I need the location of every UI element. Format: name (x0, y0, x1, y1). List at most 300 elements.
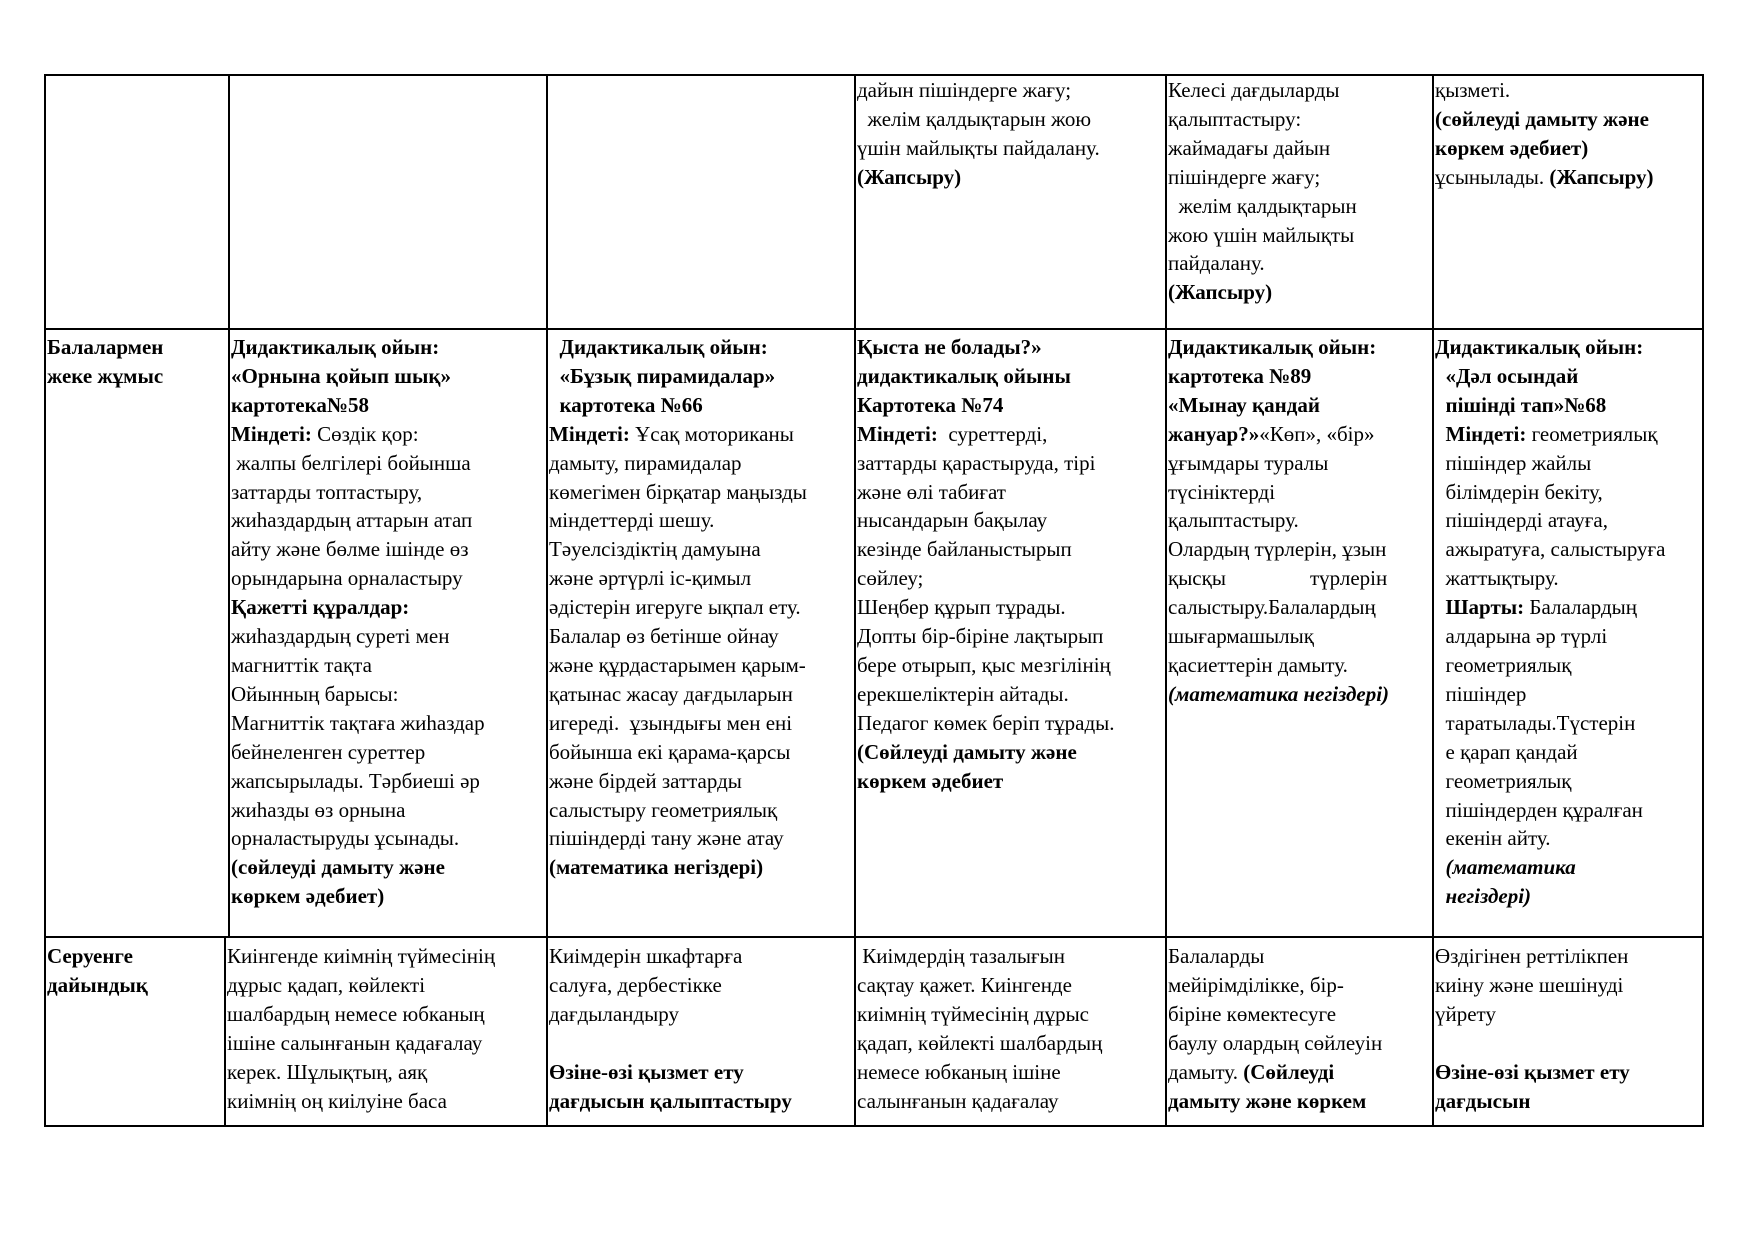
cell-line (857, 535, 1115, 564)
cell-line (227, 942, 495, 971)
col-divider-2 (546, 74, 548, 1127)
cell-line (549, 362, 807, 391)
cell-line (549, 709, 807, 738)
body-text: салыстыру геометриялық (549, 797, 778, 822)
emphasis-text: «Орнына қойып шық» (231, 363, 452, 388)
body-text: жиһазды өз орнына (231, 797, 406, 822)
cell-line (1168, 593, 1389, 622)
cell-line (857, 622, 1115, 651)
body-text: дамыту. (1168, 1059, 1244, 1084)
cell-line (231, 738, 485, 767)
body-text: алдарына әр түрлі (1435, 624, 1608, 649)
cell-line (231, 622, 485, 651)
body-text: Шеңбер құрып тұрады. (857, 595, 1066, 620)
cell-r0-c4 (1168, 76, 1357, 307)
cell-line (231, 593, 485, 622)
cell-r1-c5 (1435, 333, 1666, 911)
body-text: үйрету (1435, 1001, 1496, 1026)
emphasis-text: дидактикалық ойыны (857, 363, 1071, 388)
body-text: Киімдердің тазалығын (857, 944, 1065, 968)
cell-line (857, 680, 1115, 709)
cell-line (231, 767, 485, 796)
emphasis-text: (Жапсыру) (1168, 280, 1273, 305)
body-text: Киінгенде киімнің түймесінің (227, 944, 496, 968)
body-text: қатынас жасау дағдыларын (549, 681, 793, 706)
emphasis-text: пішінді тап»№68 (1435, 392, 1607, 417)
body-text: бере отырып, қыс мезгілінің (857, 652, 1111, 677)
cell-line (1168, 1000, 1382, 1029)
body-text: Ұсақ моториканы (629, 421, 794, 446)
body-text: әдістерін игеруге ықпал ету. (549, 595, 801, 620)
cell-line (857, 449, 1115, 478)
cell-line (1168, 680, 1389, 709)
emphasis-text: (Жапсыру) (1549, 164, 1654, 189)
cell-line (857, 506, 1115, 535)
body-text: таратылады.Түстерін (1435, 710, 1636, 735)
body-text: пайдалану. (1168, 251, 1265, 276)
body-text: салынғанын қадағалау (857, 1088, 1059, 1113)
body-text: шығармашылық (1168, 624, 1314, 649)
emphasis-text: Дидактикалық ойын: (549, 335, 768, 359)
body-text (1435, 1031, 1440, 1055)
body-text: қалыптастыру: (1168, 106, 1302, 131)
row-label-line: Балалармен (47, 335, 164, 359)
cell-line (1168, 971, 1382, 1000)
emphasis-text: (сөйлеуді дамыту және (231, 855, 445, 880)
emphasis-text: Міндеті: (1445, 421, 1527, 446)
cell-line (857, 105, 1100, 134)
body-text: суреттерді, (937, 421, 1048, 446)
cell-line (857, 420, 1115, 449)
cell-line (857, 651, 1115, 680)
emphasis-text: Шарты: (1445, 595, 1525, 620)
cell-line (1168, 651, 1389, 680)
body-text: немесе юбканың ішіне (857, 1059, 1061, 1084)
cell-line (231, 564, 485, 593)
table-border-bottom (44, 1125, 1704, 1127)
cell-line (549, 333, 807, 362)
cell-line (1435, 942, 1630, 971)
body-text: қадап, көйлекті шалбардың (857, 1030, 1103, 1055)
body-text: Допты бір-біріне лақтырып (857, 624, 1104, 649)
cell-line (1168, 449, 1389, 478)
cell-line (231, 796, 485, 825)
cell-line (1435, 651, 1666, 680)
emphasis-text: Қыста не болады?» (857, 335, 1042, 359)
emphasis-text: жануар?» (1168, 421, 1260, 446)
cell-r1-c1 (231, 333, 485, 911)
cell-line (1168, 1058, 1382, 1087)
cell-line (227, 1087, 495, 1116)
cell-line (1435, 680, 1666, 709)
body-text: пішіндерге жағу; (1168, 164, 1321, 189)
cell-line (857, 709, 1115, 738)
cell-line (1435, 134, 1654, 163)
cell-line (1168, 942, 1382, 971)
cell-line (1435, 506, 1666, 535)
body-text: Балалар өз бетінше ойнау (549, 624, 779, 649)
cell-line (1435, 882, 1666, 911)
cell-r0-c5 (1435, 76, 1654, 192)
body-text: Балалардың (1524, 595, 1638, 620)
cell-line (1168, 622, 1389, 651)
cell-line (1435, 449, 1666, 478)
row-label-line: жеке жұмыс (47, 363, 164, 388)
body-text: екенін айту. (1435, 826, 1551, 851)
cell-line (549, 564, 807, 593)
cell-r2-c4 (1168, 942, 1382, 1115)
emphasis-text: Өзіне-өзі қызмет ету (549, 1059, 744, 1084)
cell-line (549, 478, 807, 507)
emphasis-text: (Сөйлеуді (1243, 1059, 1335, 1084)
cell-line (857, 391, 1115, 420)
cell-line (1168, 163, 1357, 192)
col-divider-1 (228, 74, 230, 936)
body-text: геометриялық (1435, 652, 1572, 677)
cell-line (1168, 134, 1357, 163)
emphasis-text: (математика негіздері) (549, 855, 764, 880)
row-label-line: дайындық (47, 972, 148, 997)
body-text (549, 1031, 554, 1055)
cell-line (1168, 564, 1389, 593)
cell-line (231, 506, 485, 535)
body-text: салыстыру.Балалардың (1168, 595, 1376, 620)
cell-line (1168, 391, 1389, 420)
table-border-left (44, 74, 46, 1127)
cell-line (1435, 1087, 1630, 1116)
emphasis-text: дағдысын қалыптастыру (549, 1088, 792, 1113)
body-text: ұсынылады. (1435, 164, 1550, 189)
cell-line (231, 391, 485, 420)
emphasis-text: Дидактикалық ойын: (1435, 335, 1644, 359)
cell-line (549, 651, 807, 680)
body-text: ажыратуға, салыстыруға (1435, 537, 1666, 562)
body-text: Педагог көмек беріп тұрады. (857, 710, 1115, 735)
body-text: пішіндерден құралған (1435, 797, 1643, 822)
emphasis-text: Міндеті: (549, 421, 630, 446)
cell-line (1435, 824, 1666, 853)
cell-line (1435, 76, 1654, 105)
cell-line (549, 449, 807, 478)
emphasis-text: (математика негіздері) (1168, 681, 1390, 706)
cell-line (549, 391, 807, 420)
emphasis-text: көркем әдебиет) (231, 884, 385, 909)
col-divider-1b (224, 936, 226, 1127)
col-divider-4 (1165, 74, 1167, 1127)
row-divider-2 (44, 936, 1704, 938)
body-text: геометриялық (1526, 421, 1658, 446)
body-text: шалбардың немесе юбканың (227, 1001, 485, 1026)
cell-line (1168, 105, 1357, 134)
cell-line (857, 564, 1115, 593)
body-text (1435, 595, 1446, 619)
body-text: жиһаздардың суреті мен (231, 624, 450, 649)
cell-line (231, 651, 485, 680)
cell-line (1435, 622, 1666, 651)
cell-r2-c2 (549, 942, 792, 1115)
cell-line (549, 796, 807, 825)
body-text: жиһаздардың аттарын атап (231, 508, 473, 533)
body-text: қалыптастыру. (1168, 508, 1299, 533)
body-text: жапсырылады. Тәрбиеші әр (231, 768, 480, 793)
body-text: игереді. ұзындығы мен ені (549, 710, 793, 735)
emphasis-text: картотека№58 (231, 392, 369, 417)
cell-line (857, 942, 1102, 971)
cell-line (1168, 76, 1357, 105)
cell-line (1168, 362, 1389, 391)
cell-line (1435, 362, 1666, 391)
cell-line (231, 449, 485, 478)
cell-line (857, 478, 1115, 507)
emphasis-text: картотека №89 (1168, 363, 1312, 388)
body-text: дұрыс қадап, көйлекті (227, 972, 426, 997)
emphasis-text: Өзіне-өзі қызмет ету (1435, 1059, 1630, 1084)
body-text: айту және бөлме ішінде өз (231, 537, 469, 562)
cell-line (1435, 333, 1666, 362)
body-text: желім қалдықтарын (1168, 193, 1357, 218)
emphasis-text: Картотека №74 (857, 392, 1004, 417)
cell-line (857, 1058, 1102, 1087)
body-text: геометриялық (1435, 768, 1572, 793)
body-text: сөйлеу; (857, 566, 924, 591)
cell-line (1168, 192, 1357, 221)
emphasis-text: негіздері) (1435, 884, 1532, 909)
cell-line (227, 971, 495, 1000)
body-text: және құрдастарымен қарым- (549, 652, 806, 677)
emphasis-text: Міндеті: (231, 421, 312, 446)
body-text: сақтау қажет. Киінгенде (857, 972, 1072, 997)
body-text: жаттықтыру. (1435, 566, 1559, 591)
emphasis-text: көркем әдебиет (857, 768, 1004, 793)
cell-line (1435, 1058, 1630, 1087)
cell-line (857, 1087, 1102, 1116)
cell-line (1435, 853, 1666, 882)
cell-line (549, 1087, 792, 1116)
emphasis-text: дамыту және көркем (1168, 1088, 1367, 1113)
cell-r0-c3 (857, 76, 1100, 192)
body-text: Магниттік тақтаға жиһаздар (231, 710, 485, 735)
body-text: Киімдерін шкафтарға (549, 944, 743, 968)
cell-line (857, 163, 1100, 192)
cell-line (1435, 971, 1630, 1000)
cell-line (1435, 709, 1666, 738)
body-text: Балаларды (1168, 944, 1265, 968)
cell-line (1168, 506, 1389, 535)
cell-line (227, 1058, 495, 1087)
cell-r1-c2 (549, 333, 807, 882)
body-text: және өлі табиғат (857, 479, 1006, 504)
emphasis-text: «Дәл осындай (1435, 363, 1579, 388)
emphasis-text: (Сөйлеуді дамыту және (857, 739, 1077, 764)
body-text: киіну және шешінуді (1435, 972, 1624, 997)
table-border-right (1702, 74, 1704, 1127)
body-text: жою үшін майлықты (1168, 222, 1355, 247)
cell-line (857, 76, 1100, 105)
cell-line (549, 1029, 792, 1058)
cell-line (1435, 391, 1666, 420)
cell-line (857, 738, 1115, 767)
cell-line (231, 709, 485, 738)
cell-r2-c1 (227, 942, 495, 1115)
body-text: қызметі. (1435, 78, 1511, 102)
cell-line (549, 1058, 792, 1087)
cell-line (227, 1029, 495, 1058)
body-text: және әртүрлі іс-қимыл (549, 566, 752, 591)
body-text: білімдерін бекіту, (1435, 479, 1603, 504)
body-text: Олардың түрлерін, ұзын (1168, 537, 1387, 562)
body-text: міндеттерді шешу. (549, 508, 715, 533)
body-text: дамыту, пирамидалар (549, 450, 742, 475)
body-text: кезінде байланыстырып (857, 537, 1072, 562)
cell-line (1168, 420, 1389, 449)
body-text: дайын пішіндерге жағу; (857, 78, 1072, 102)
body-text: пішіндер (1435, 681, 1527, 706)
body-text: дағдыландыру (549, 1001, 679, 1026)
emphasis-text: «Бұзық пирамидалар» (549, 363, 776, 388)
cell-line (857, 1000, 1102, 1029)
cell-line (549, 535, 807, 564)
body-text: керек. Шұлықтың, аяқ (227, 1059, 428, 1084)
emphasis-text: (математика (1435, 855, 1576, 880)
body-text: бейнеленген суреттер (231, 739, 426, 764)
cell-line (231, 882, 485, 911)
body-text: орналастыруды ұсынады. (231, 826, 460, 851)
cell-line (1435, 796, 1666, 825)
cell-line (1168, 333, 1389, 362)
cell-line (549, 506, 807, 535)
cell-line (549, 593, 807, 622)
cell-line (1435, 420, 1666, 449)
cell-line (231, 680, 485, 709)
body-text: «Көп», «бір» (1259, 421, 1375, 446)
cell-line (857, 362, 1115, 391)
cell-line (857, 333, 1115, 362)
body-text: пішіндерді атауға, (1435, 508, 1608, 533)
cell-line (231, 824, 485, 853)
cell-line (1168, 249, 1357, 278)
cell-line (1435, 767, 1666, 796)
cell-line (549, 420, 807, 449)
body-text: Тәуелсіздіктің дамуына (549, 537, 761, 562)
cell-line (1435, 105, 1654, 134)
body-text: жалпы белгілері бойынша (231, 450, 471, 475)
emphasis-text: Дидактикалық ойын: (231, 335, 440, 359)
cell-r1-label (47, 333, 163, 391)
cell-line (857, 134, 1100, 163)
cell-line (1435, 1029, 1630, 1058)
emphasis-text: дағдысын (1435, 1088, 1531, 1113)
body-text: киімнің оң киілуіне баса (227, 1088, 447, 1113)
cell-line (1168, 478, 1389, 507)
row-label-line: Серуенге (47, 944, 133, 968)
cell-line (231, 535, 485, 564)
body-text: заттарды топтастыру, (231, 479, 423, 504)
cell-r2-c3 (857, 942, 1102, 1115)
body-text: қысқы түрлерін (1168, 566, 1388, 591)
cell-line (231, 333, 485, 362)
cell-line (231, 420, 485, 449)
cell-line (549, 1000, 792, 1029)
body-text: Келесі дағдыларды (1168, 78, 1340, 102)
body-text: түсініктерді (1168, 479, 1276, 504)
body-text: баулу олардың сөйлеуін (1168, 1030, 1383, 1055)
cell-line (1168, 535, 1389, 564)
body-text: орындарына орналастыру (231, 566, 463, 591)
cell-line (1435, 163, 1654, 192)
cell-line (549, 680, 807, 709)
body-text: біріне көмектесуге (1168, 1001, 1337, 1026)
emphasis-text: Қажетті құралдар: (231, 595, 410, 620)
cell-line (1435, 593, 1666, 622)
cell-line (1168, 278, 1357, 307)
cell-line (231, 362, 485, 391)
body-text: салуға, дербестікке (549, 972, 722, 997)
body-text (1435, 422, 1446, 446)
cell-line (549, 622, 807, 651)
body-text: Сөздік қор: (311, 421, 419, 446)
body-text: киімнің түймесінің дұрыс (857, 1001, 1090, 1026)
cell-r2-label (47, 942, 148, 1000)
body-text: магниттік тақта (231, 652, 372, 677)
cell-line (857, 971, 1102, 1000)
emphasis-text: Дидактикалық ойын: (1168, 335, 1377, 359)
body-text: ішіне салынғанын қадағалау (227, 1030, 483, 1055)
cell-line (1435, 564, 1666, 593)
body-text: және бірдей заттарды (549, 768, 742, 793)
emphasis-text: Міндеті: (857, 421, 938, 446)
cell-line (857, 593, 1115, 622)
cell-line (549, 853, 807, 882)
body-text: нысандарын бақылау (857, 508, 1048, 533)
body-text: көмегімен бірқатар маңызды (549, 479, 807, 504)
cell-r1-c4 (1168, 333, 1389, 709)
emphasis-text: көркем әдебиет) (1435, 135, 1589, 160)
cell-line (1168, 1029, 1382, 1058)
col-divider-5 (1432, 74, 1434, 1127)
cell-line (1435, 535, 1666, 564)
cell-line (549, 971, 792, 1000)
cell-line (549, 824, 807, 853)
body-text: Ойынның барысы: (231, 681, 399, 706)
body-text: заттарды қарастыруда, тірі (857, 450, 1096, 475)
col-divider-3 (854, 74, 856, 1127)
cell-line (227, 1000, 495, 1029)
body-text: жаймадағы дайын (1168, 135, 1331, 160)
body-text: желім қалдықтарын жою (857, 106, 1092, 131)
cell-r2-c5 (1435, 942, 1630, 1115)
body-text: үшін майлықты пайдалану. (857, 135, 1100, 160)
cell-line (1168, 1087, 1382, 1116)
body-text: бойынша екі қарама-қарсы (549, 739, 791, 764)
emphasis-text: картотека №66 (549, 392, 703, 417)
body-text: мейірімділікке, бір- (1168, 972, 1344, 997)
body-text: ерекшеліктерін айтады. (857, 681, 1069, 706)
cell-line (549, 738, 807, 767)
body-text: пішіндерді тану және атау (549, 826, 784, 851)
cell-line (1168, 221, 1357, 250)
emphasis-text: (сөйлеуді дамыту және (1435, 106, 1649, 131)
row-divider-1 (44, 328, 1704, 330)
body-text: қасиеттерін дамыту. (1168, 652, 1348, 677)
cell-line (1435, 738, 1666, 767)
cell-r1-c3 (857, 333, 1115, 796)
body-text: е қарап қандай (1435, 739, 1578, 764)
cell-line (231, 853, 485, 882)
cell-line (549, 767, 807, 796)
cell-line (231, 478, 485, 507)
body-text: Өздігінен реттілікпен (1435, 944, 1629, 968)
cell-line (549, 942, 792, 971)
